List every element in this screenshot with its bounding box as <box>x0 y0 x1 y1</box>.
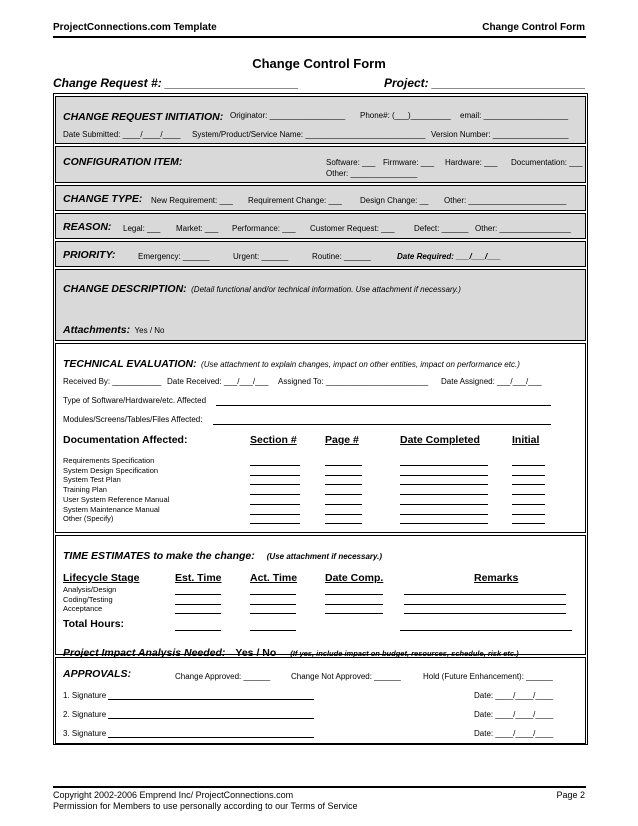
doc-date-line[interactable] <box>400 494 488 495</box>
signature-line[interactable] <box>108 699 314 700</box>
doc-item-label: User System Reference Manual <box>63 494 170 504</box>
initiation-title: CHANGE REQUEST INITIATION: <box>63 111 224 123</box>
doc-item-label: System Design Specification <box>63 465 159 475</box>
doc-page-line[interactable] <box>325 484 362 485</box>
stage-date-line[interactable] <box>325 594 383 595</box>
doc-initial-line[interactable] <box>512 514 545 515</box>
defect-field[interactable]: Defect: ______ <box>414 224 469 233</box>
doc-date-line[interactable] <box>400 514 488 515</box>
emergency-field[interactable]: Emergency: ______ <box>138 252 210 261</box>
doc-date-line[interactable] <box>400 475 488 476</box>
modules-affected-label: Modules/Screens/Tables/Files Affected: <box>63 415 203 424</box>
time-note: (Use attachment if necessary.) <box>266 552 383 561</box>
stage-act-line[interactable] <box>250 594 296 595</box>
col-est-time: Est. Time <box>175 572 222 584</box>
stage-label: Analysis/Design <box>63 585 117 594</box>
total-hours-label: Total Hours: <box>63 618 125 630</box>
type-affected-label: Type of Software/Hardware/etc. Affected <box>63 396 207 405</box>
footer-page: Page 2 <box>556 790 585 800</box>
doc-date-line[interactable] <box>400 465 488 466</box>
signature-line[interactable] <box>108 737 314 738</box>
date-assigned-field[interactable]: Date Assigned: ___/___/___ <box>441 377 542 386</box>
total-remarks-line[interactable] <box>400 630 572 631</box>
firmware-field[interactable]: Firmware: ___ <box>383 158 435 167</box>
performance-field[interactable]: Performance: ___ <box>232 224 296 233</box>
time-section <box>55 535 586 659</box>
doc-item-label: System Maintenance Manual <box>63 504 160 514</box>
doc-date-line[interactable] <box>400 523 488 524</box>
signature-label: 1. Signature <box>63 691 107 700</box>
doc-item-label: Other (Specify) <box>63 514 114 524</box>
customer-request-field[interactable]: Customer Request: ___ <box>310 224 395 233</box>
stage-date-line[interactable] <box>325 604 383 605</box>
stage-remarks-line[interactable] <box>404 613 566 614</box>
description-section <box>55 269 586 341</box>
doc-page-line[interactable] <box>325 494 362 495</box>
stage-remarks-line[interactable] <box>404 604 566 605</box>
doc-item-label: Training Plan <box>63 485 107 495</box>
signature-label: 3. Signature <box>63 729 107 738</box>
configuration-section <box>55 146 586 183</box>
impact-label: Project Impact Analysis Needed: <box>63 647 226 659</box>
doc-initial-line[interactable] <box>512 523 545 524</box>
doc-section-line[interactable] <box>250 494 300 495</box>
doc-date-line[interactable] <box>400 484 488 485</box>
approvals-title: APPROVALS: <box>63 668 132 680</box>
type-affected-line[interactable] <box>216 405 551 406</box>
doc-section-line[interactable] <box>250 504 300 505</box>
doc-item-label: System Test Plan <box>63 475 121 485</box>
stage-est-line[interactable] <box>175 613 221 614</box>
reason-title: REASON: <box>63 221 112 233</box>
doc-section-line[interactable] <box>250 475 300 476</box>
stage-date-line[interactable] <box>325 613 383 614</box>
description-note: (Detail functional and/or technical information. Use attachment if necessary.) <box>191 285 461 294</box>
reason-section <box>55 213 586 239</box>
stage-remarks-line[interactable] <box>404 594 566 595</box>
design-change-field[interactable]: Design Change: __ <box>360 196 429 205</box>
doc-page-line[interactable] <box>325 514 362 515</box>
col-date-comp: Date Comp. <box>325 572 384 584</box>
project-field[interactable]: Project: _______________________ <box>384 76 586 90</box>
doc-section-line[interactable] <box>250 465 300 466</box>
col-initial: Initial <box>512 434 540 446</box>
stage-est-line[interactable] <box>175 594 221 595</box>
page-title: Change Control Form <box>252 56 386 71</box>
config-other-field[interactable]: Other: _______________ <box>326 169 418 178</box>
change-type-section <box>55 185 586 211</box>
change-approved-field[interactable]: Change Approved: ______ <box>175 672 271 681</box>
technical-note: (Use attachment to explain changes, impact on other entities, impact on performance etc.) <box>201 360 520 369</box>
software-field[interactable]: Software: ___ <box>326 158 376 167</box>
doc-section-line[interactable] <box>250 484 300 485</box>
col-lifecycle-stage: Lifecycle Stage <box>63 572 140 584</box>
header-right: Change Control Form <box>482 22 585 33</box>
change-request-number[interactable]: Change Request #: ____________________ <box>53 76 299 90</box>
doc-section-line[interactable] <box>250 523 300 524</box>
stage-label: Acceptance <box>63 604 103 614</box>
date-received-field[interactable]: Date Received: ___/___/___ <box>167 377 269 386</box>
col-date-completed: Date Completed <box>400 434 480 446</box>
col-section: Section # <box>250 434 297 446</box>
attachments-label: Attachments: <box>63 324 131 336</box>
version-number-field[interactable]: Version Number: _________________ <box>431 130 569 139</box>
technical-section <box>55 343 586 533</box>
footer-divider <box>53 786 586 788</box>
signature-line[interactable] <box>108 718 314 719</box>
impact-value[interactable]: Yes / No <box>235 647 277 659</box>
doc-initial-line[interactable] <box>512 504 545 505</box>
technical-title: TECHNICAL EVALUATION: <box>63 358 197 370</box>
time-title: TIME ESTIMATES to make the change: <box>63 550 255 562</box>
signature-date-field[interactable]: Date: ____/____/____ <box>474 691 554 700</box>
hardware-field[interactable]: Hardware: ___ <box>445 158 498 167</box>
market-field[interactable]: Market: ___ <box>176 224 219 233</box>
stage-act-line[interactable] <box>250 613 296 614</box>
doc-initial-line[interactable] <box>512 465 545 466</box>
attachments-value[interactable]: Yes / No <box>134 326 165 335</box>
header-left: ProjectConnections.com Template <box>53 22 217 33</box>
total-est-line[interactable] <box>175 630 221 631</box>
signature-date-field[interactable]: Date: ____/____/____ <box>474 729 554 738</box>
reason-other-field[interactable]: Other: ________________ <box>475 224 571 233</box>
stage-est-line[interactable] <box>175 604 221 605</box>
footer-copyright: Copyright 2002-2006 Emprend Inc/ ProjectConnections.com <box>53 790 294 800</box>
doc-page-line[interactable] <box>325 465 362 466</box>
priority-title: PRIORITY: <box>63 249 116 261</box>
change-type-title: CHANGE TYPE: <box>63 193 143 205</box>
footer-permission: Permission for Members to use personally according to our Terms of Service <box>53 801 358 811</box>
requirement-change-field[interactable]: Requirement Change: ___ <box>248 196 342 205</box>
doc-initial-line[interactable] <box>512 484 545 485</box>
impact-note: (If yes, include impact on budget, resources, schedule, risk etc.) <box>290 649 519 658</box>
email-field[interactable]: email: ___________________ <box>460 111 569 120</box>
priority-section <box>55 241 586 267</box>
modules-affected-line[interactable] <box>213 424 551 425</box>
legal-field[interactable]: Legal: ___ <box>123 224 161 233</box>
originator-field[interactable]: Originator: _________________ <box>230 111 346 120</box>
documentation-field[interactable]: Documentation: ___ <box>511 158 583 167</box>
signature-date-field[interactable]: Date: ____/____/____ <box>474 710 554 719</box>
routine-field[interactable]: Routine: ______ <box>312 252 371 261</box>
doc-date-line[interactable] <box>400 504 488 505</box>
date-required-field[interactable]: Date Required: ___/___/___ <box>397 252 501 261</box>
doc-page-line[interactable] <box>325 504 362 505</box>
new-requirement-field[interactable]: New Requirement: ___ <box>151 196 233 205</box>
date-submitted-field[interactable]: Date Submitted: ____/____/____ <box>63 130 181 139</box>
stage-label: Coding/Testing <box>63 594 113 604</box>
doc-section-line[interactable] <box>250 514 300 515</box>
doc-item-label: Requirements Specification <box>63 456 155 465</box>
description-title: CHANGE DESCRIPTION: <box>63 283 187 295</box>
total-act-line[interactable] <box>250 630 296 631</box>
assigned-to-field[interactable]: Assigned To: _______________________ <box>278 377 429 386</box>
change-not-approved-field[interactable]: Change Not Approved: ______ <box>291 672 401 681</box>
configuration-title: CONFIGURATION ITEM: <box>63 156 183 168</box>
urgent-field[interactable]: Urgent: ______ <box>233 252 289 261</box>
doc-page-line[interactable] <box>325 475 362 476</box>
doc-affected-title: Documentation Affected: <box>63 434 188 446</box>
approvals-section <box>55 657 586 744</box>
col-act-time: Act. Time <box>250 572 298 584</box>
phone-field[interactable]: Phone#: (___)_________ <box>360 111 451 120</box>
received-by-field[interactable]: Received By: ___________ <box>63 377 162 386</box>
change-type-other-field[interactable]: Other: ______________________ <box>444 196 567 205</box>
doc-initial-line[interactable] <box>512 494 545 495</box>
system-name-field[interactable]: System/Product/Service Name: ___________________________ <box>192 130 426 139</box>
header-divider <box>53 36 586 38</box>
stage-act-line[interactable] <box>250 604 296 605</box>
doc-page-line[interactable] <box>325 523 362 524</box>
hold-field[interactable]: Hold (Future Enhancement): ______ <box>423 672 553 681</box>
signature-label: 2. Signature <box>63 710 107 719</box>
col-remarks: Remarks <box>474 572 519 584</box>
doc-initial-line[interactable] <box>512 475 545 476</box>
initiation-section <box>55 96 586 144</box>
col-page: Page # <box>325 434 359 446</box>
